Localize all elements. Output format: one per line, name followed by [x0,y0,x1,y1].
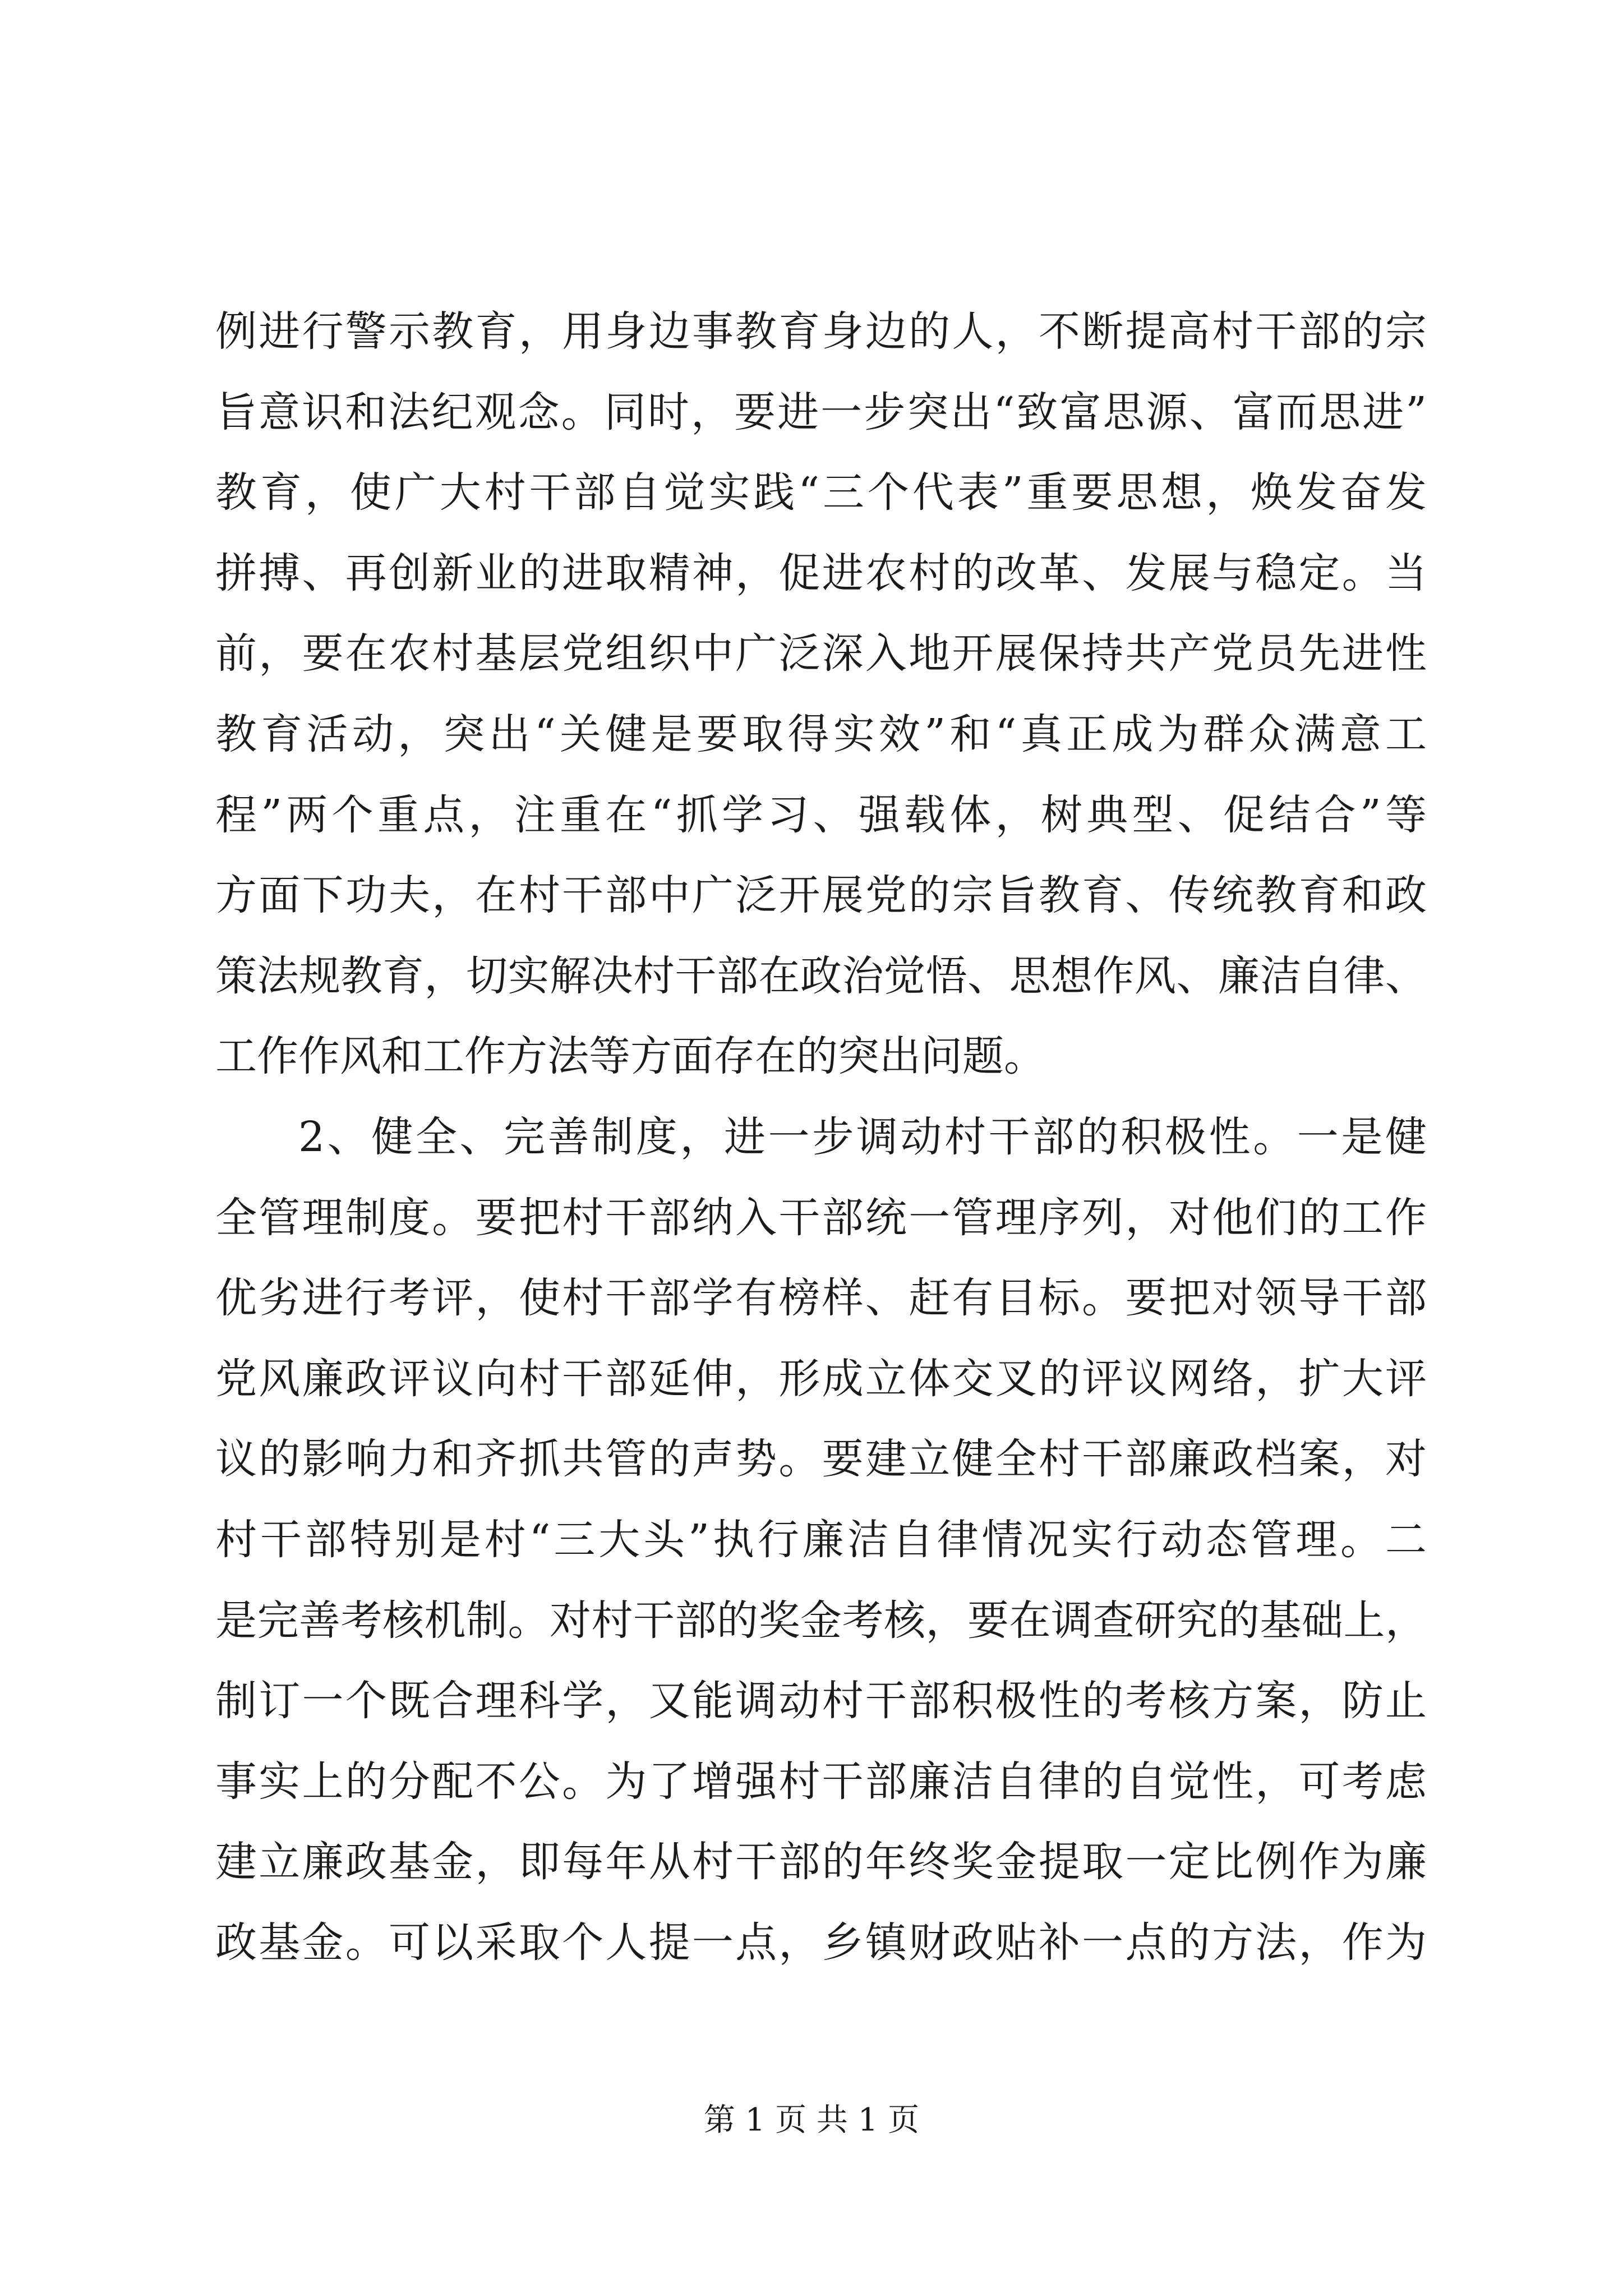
text-line: 全管理制度。要把村干部纳入干部统一管理序列，对他们的工作 [215,1193,1427,1242]
text-line: 制订一个既合理科学，又能调动村干部积极性的考核方案，防止 [215,1677,1427,1726]
text-line: 工作作风和工作方法等方面存在的突出问题。 [215,1032,1045,1081]
text-line: 程”两个重点，注重在“抓学习、强载体，树典型、促结合”等 [215,790,1427,839]
text-line: 例进行警示教育，用身边事教育身边的人，不断提高村干部的宗 [215,307,1427,356]
text-line: 议的影响力和齐抓共管的声势。要建立健全村干部廉政档案，对 [215,1435,1427,1484]
text-line: 事实上的分配不公。为了增强村干部廉洁自律的自觉性，可考虑 [215,1757,1427,1806]
text-line: 优劣进行考评，使村干部学有榜样、赶有目标。要把对领导干部 [215,1274,1427,1323]
text-line: 教育，使广大村干部自觉实践“三个代表”重要思想，焕发奋发 [215,468,1427,517]
text-line: 教育活动，突出“关健是要取得实效”和“真正成为群众满意工 [215,710,1427,758]
text-line: 策法规教育，切实解决村干部在政治觉悟、思想作风、廉洁自律、 [215,951,1427,1000]
text-line: 拼搏、再创新业的进取精神，促进农村的改革、发展与稳定。当 [215,549,1427,597]
paragraph-2 [215,1097,1427,1984]
text-line: 村干部特别是村“三大头”执行廉洁自律情况实行动态管理。二 [215,1515,1427,1564]
text-line: 建立廉政基金，即每年从村干部的年终奖金提取一定比例作为廉 [215,1838,1427,1887]
text-line: 是完善考核机制。对村干部的奖金考核，要在调查研究的基础上， [215,1596,1427,1645]
page-number-label: 第 1 页 共 1 页 [703,2102,920,2138]
text-line: 党风廉政评议向村干部延伸，形成立体交叉的评议网络，扩大评 [215,1354,1427,1403]
text-line: 政基金。可以采取个人提一点，乡镇财政贴补一点的方法，作为 [215,1918,1427,1967]
text-line: 旨意识和法纪观念。同时，要进一步突出“致富思源、富而思进” [215,388,1427,436]
text-line: 前，要在农村基层党组织中广泛深入地开展保持共产党员先进性 [215,629,1427,678]
page-footer [0,2101,1623,2140]
document-body [215,292,1427,1983]
text-line: 2、健全、完善制度，进一步调动村干部的积极性。一是健 [298,1112,1427,1161]
paragraph-1 [215,292,1427,1097]
text-line: 方面下功夫，在村干部中广泛开展党的宗旨教育、传统教育和政 [215,871,1427,920]
